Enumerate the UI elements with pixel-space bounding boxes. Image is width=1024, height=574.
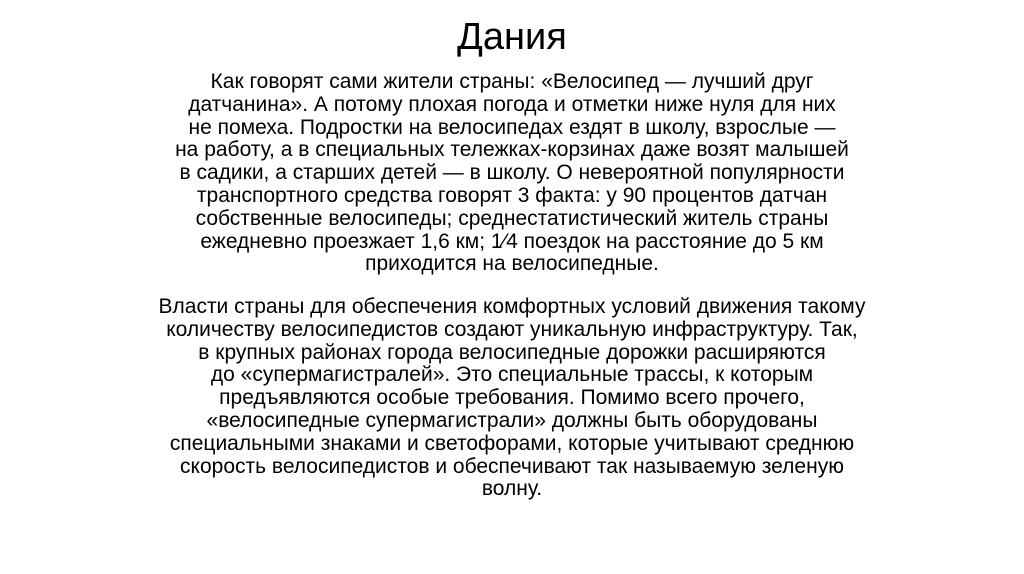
text-line: датчанина». А потому плохая погода и отметки ниже нуля для них [188, 92, 836, 116]
text-line: приходится на велосипедные. [365, 252, 659, 276]
paragraph-infrastructure [60, 296, 964, 501]
text-line: в садики, а старших детей — в школу. О невероятной популярности [179, 161, 845, 185]
text-line: не помеха. Подростки на велосипедах ездят в школу, взрослые — [188, 115, 836, 139]
text-line: в крупных районах города велосипедные дорожки расширяются [198, 340, 826, 364]
text-line: до «супермагистралей». Это специальные трассы, к которым [210, 363, 814, 387]
text-line: транспортного средства говорят 3 факта: у 90 процентов датчан [196, 183, 828, 207]
text-line: Власти страны для обеспечения комфортных условий движения такому [158, 295, 866, 318]
text-line: количеству велосипедистов создают уникальную инфраструктуру. Так, [166, 317, 858, 341]
paragraph-cycling-culture [60, 71, 964, 276]
text-line: волну. [481, 477, 543, 501]
text-line: собственные велосипеды; среднестатистический житель страны [195, 206, 829, 230]
text-line: специальными знаками и светофорами, которые учитывают среднюю [169, 431, 855, 455]
text-line: Как говорят сами жители страны: «Велосипед — лучший друг [210, 70, 814, 93]
text-line: «велосипедные супермагистрали» должны быть оборудованы [206, 408, 818, 432]
text-line: предъявляются особые требования. Помимо всего прочего, [219, 386, 805, 410]
text-line: на работу, а в специальных тележках-корзинах даже возят малышей [175, 138, 849, 162]
text-line: скорость велосипедистов и обеспечивают так называемую зеленую [180, 454, 844, 478]
slide-title: Дания [457, 16, 567, 58]
text-line: ежедневно проезжает 1,6 км; 1⁄4 поездок на расстояние до 5 км [200, 229, 824, 253]
